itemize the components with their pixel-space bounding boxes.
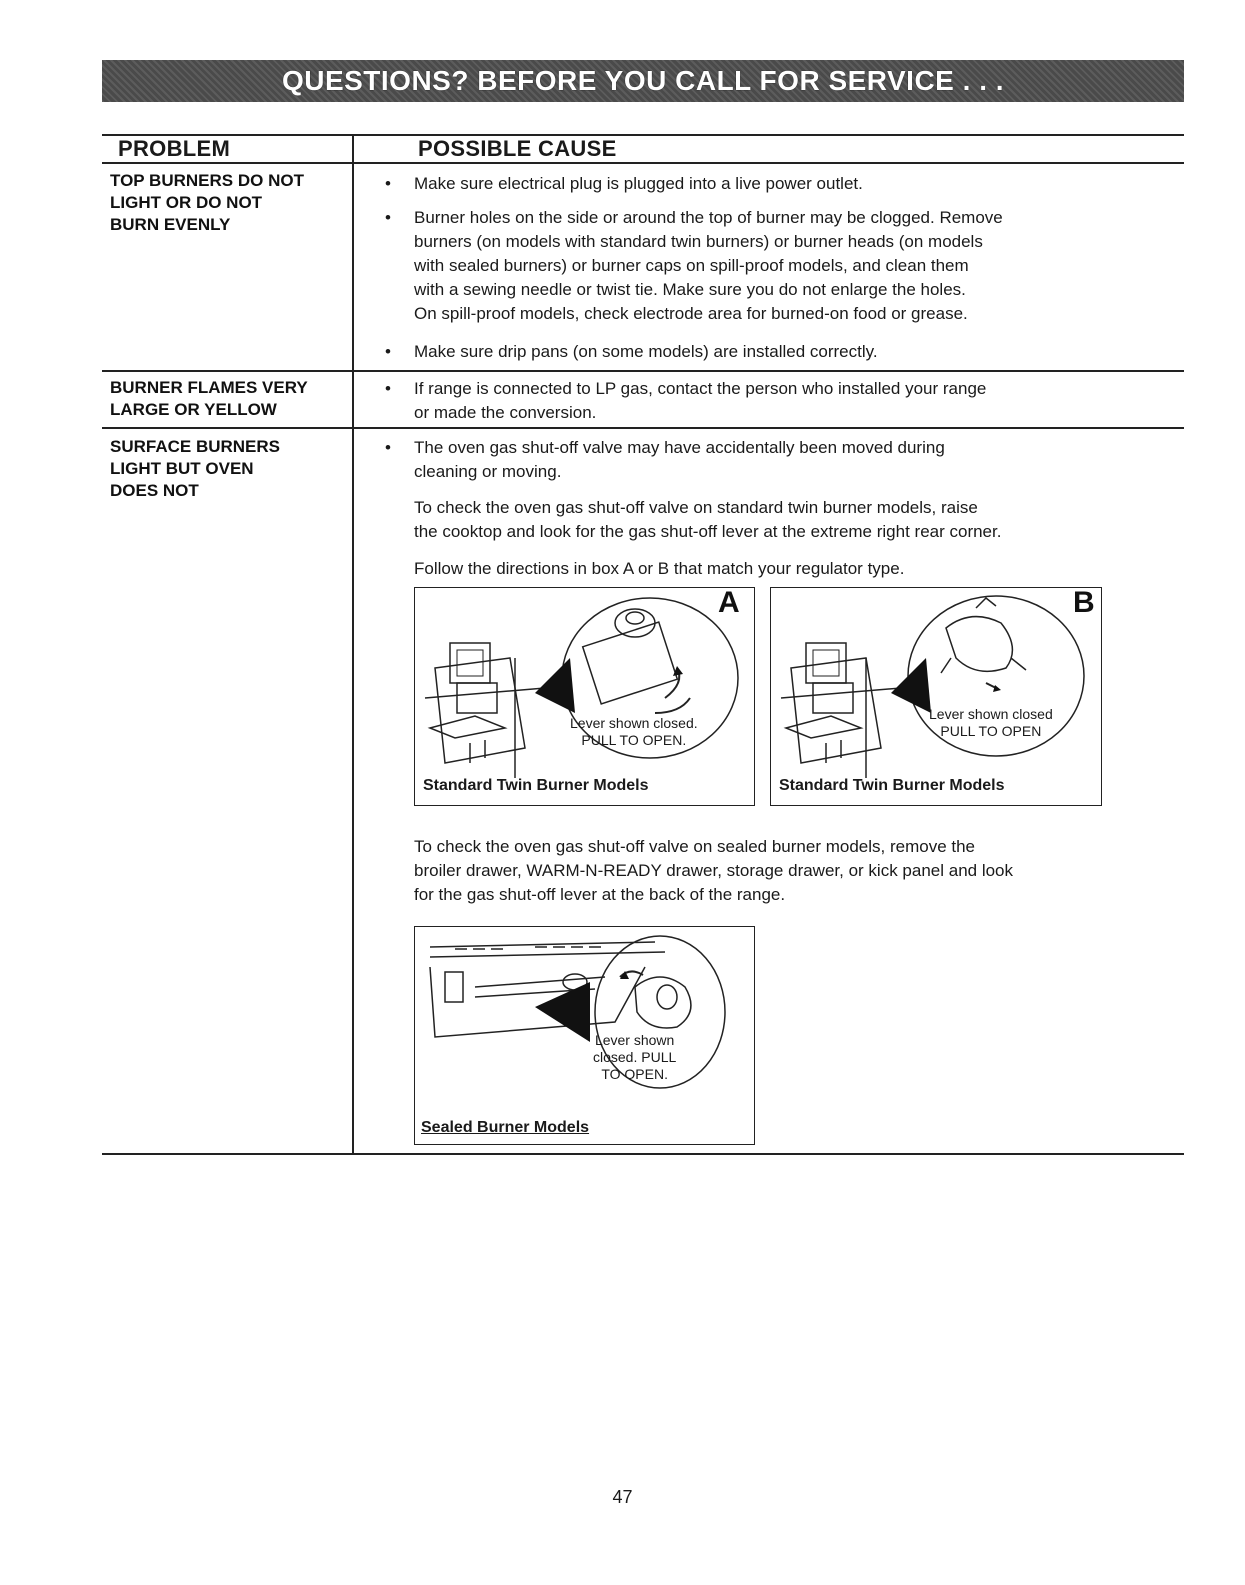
lever-note-line: PULL TO OPEN. [581, 732, 687, 748]
cause-line: with a sewing needle or twist tie. Make sure you do not enlarge the holes. [414, 280, 966, 299]
lever-note [570, 715, 698, 749]
sealed-burner-illustration [415, 927, 754, 1144]
cause-line: cleaning or moving. [414, 462, 562, 481]
lever-note-line: closed. PULL [593, 1049, 677, 1065]
cause-line: with sealed burners) or burner caps on spill-proof models, and clean them [414, 256, 969, 275]
problem-surface-burners [110, 436, 350, 502]
paragraph-line: To check the oven gas shut-off valve on standard twin burner models, raise [414, 498, 978, 517]
problem-line: SURFACE BURNERS [110, 437, 281, 456]
regulator-illustration-a [415, 588, 754, 805]
figure-caption: Sealed Burner Models [421, 1119, 590, 1136]
cause-line: Make sure drip pans (on some models) are installed correctly. [414, 342, 878, 361]
lever-note [593, 1032, 676, 1083]
cause-line: Make sure electrical plug is plugged into a live power outlet. [414, 174, 863, 193]
regulator-illustration-b [771, 588, 1101, 805]
figure-caption: Standard Twin Burner Models [779, 777, 1005, 794]
bullet-icon: • [385, 208, 391, 227]
banner-title: QUESTIONS? BEFORE YOU CALL FOR SERVICE . . . [281, 65, 1005, 96]
page-number: 47 [612, 1487, 633, 1507]
paragraph-line: Follow the directions in box A or B that match your regulator type. [414, 559, 905, 578]
header-bottom-rule [102, 162, 1184, 164]
problem-line: TOP BURNERS DO NOT [110, 171, 304, 190]
problem-top-burners [110, 170, 350, 236]
header-possible-cause: POSSIBLE CAUSE [418, 136, 617, 161]
bullet-icon: • [385, 438, 391, 457]
problem-line: LIGHT BUT OVEN [110, 459, 254, 478]
problem-line: DOES NOT [110, 481, 199, 500]
bullet-icon: • [385, 342, 391, 361]
figure-b-regulator [770, 587, 1102, 806]
lever-note [929, 706, 1053, 740]
problem-line: BURNER FLAMES VERY [110, 378, 308, 397]
table-top-rule [102, 134, 1184, 136]
cause-line: On spill-proof models, check electrode area for burned-on food or grease. [414, 304, 968, 323]
page-banner [102, 60, 1184, 102]
problem-line: BURN EVENLY [110, 215, 231, 234]
header-problem: PROBLEM [118, 136, 231, 161]
column-divider [352, 134, 354, 1154]
paragraph-line: broiler drawer, WARM-N-READY drawer, storage drawer, or kick panel and look [414, 861, 1014, 880]
figure-letter: A [718, 586, 740, 619]
lever-note-line: Lever shown closed. [570, 715, 698, 731]
cause-line: If range is connected to LP gas, contact the person who installed your range [414, 379, 987, 398]
problem-burner-flames [110, 377, 350, 421]
instruction-paragraph [414, 557, 904, 581]
lever-note-line: TO OPEN. [601, 1066, 668, 1082]
paragraph-line: To check the oven gas shut-off valve on sealed burner models, remove the [414, 837, 976, 856]
cause-line: or made the conversion. [414, 403, 597, 422]
problem-line: LARGE OR YELLOW [110, 400, 277, 419]
bullet-icon: • [385, 379, 391, 398]
cause-line: burners (on models with standard twin burners) or burner heads (on models [414, 232, 983, 251]
row-divider-2 [102, 427, 1184, 429]
instruction-paragraph [414, 835, 1013, 907]
paragraph-line: for the gas shut-off lever at the back of the range. [414, 885, 786, 904]
lever-note-line: Lever shown closed [929, 706, 1053, 722]
figure-letter: B [1073, 586, 1095, 619]
table-bottom-rule [102, 1153, 1184, 1155]
figure-sealed-burner [414, 926, 755, 1145]
lever-note-line: Lever shown [594, 1032, 675, 1048]
figure-caption: Standard Twin Burner Models [423, 777, 649, 794]
bullet-icon: • [385, 174, 391, 193]
problem-line: LIGHT OR DO NOT [110, 193, 263, 212]
lever-note-line: PULL TO OPEN [940, 723, 1042, 739]
row-divider-1 [102, 370, 1184, 372]
instruction-paragraph [414, 496, 1001, 544]
cause-line: The oven gas shut-off valve may have accidentally been moved during [414, 438, 945, 457]
cause-line: Burner holes on the side or around the top of burner may be clogged. Remove [414, 208, 1003, 227]
paragraph-line: the cooktop and look for the gas shut-off lever at the extreme right rear corner. [414, 522, 1002, 541]
figure-a-regulator [414, 587, 755, 806]
